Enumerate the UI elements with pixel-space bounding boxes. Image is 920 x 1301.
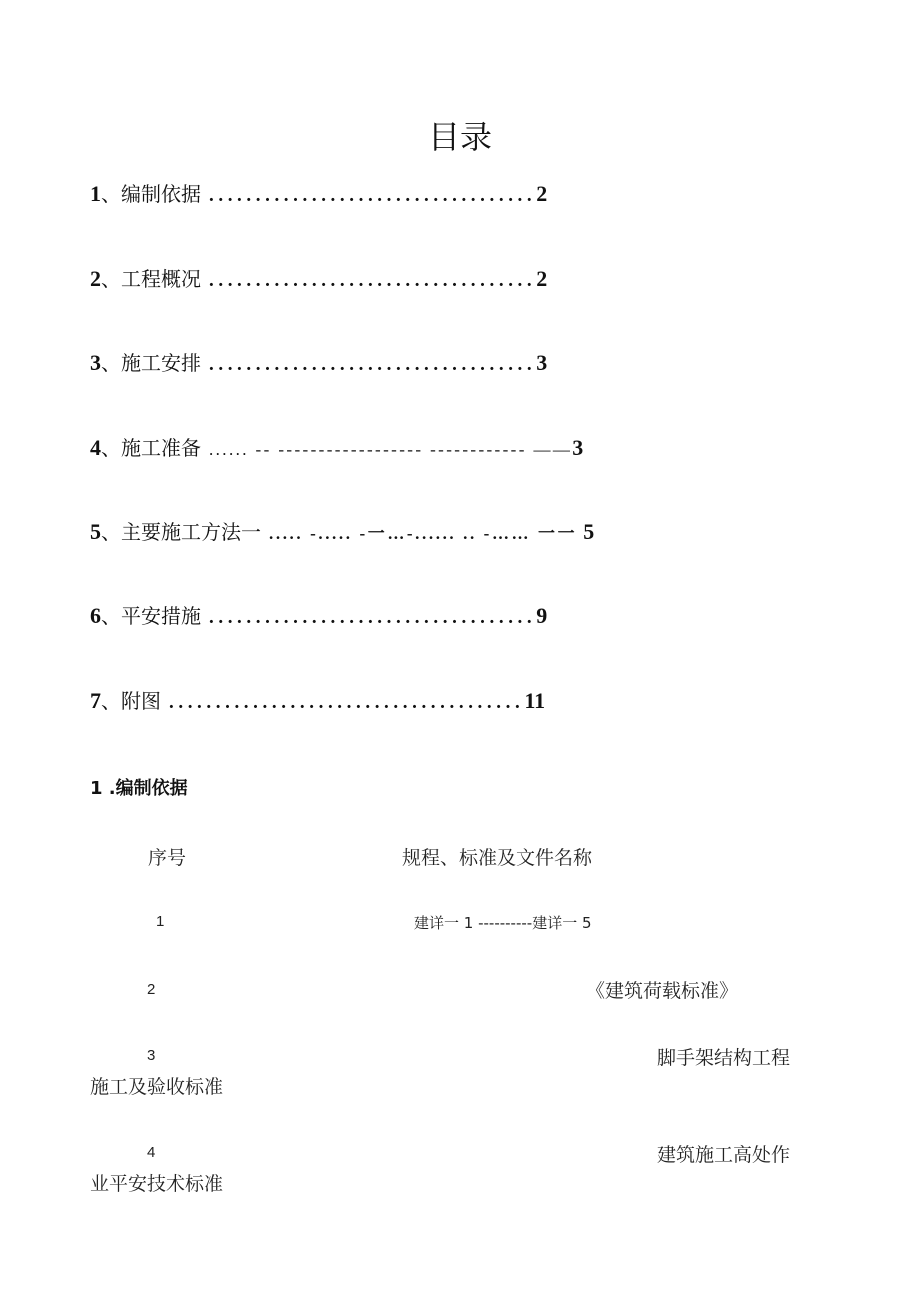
toc-number: 1 — [90, 181, 101, 206]
toc-entry-4[interactable] — [90, 432, 770, 462]
toc-leader: ...... -- ------------------ ------------ —— — [209, 440, 573, 459]
toc-separator: 、 — [101, 689, 121, 713]
row-4-name-line1: 建筑施工高处作 — [657, 1144, 791, 1166]
toc-title: 平安措施 — [121, 604, 201, 628]
toc-page-number: 3 — [572, 435, 584, 460]
toc-separator: 、 — [101, 351, 121, 375]
row-4-number: 4 — [147, 1144, 156, 1161]
toc-title: 施工安排 — [121, 351, 201, 375]
toc-number: 4 — [90, 435, 101, 460]
toc-entry-7[interactable] — [90, 685, 760, 715]
toc-number: 3 — [90, 350, 101, 375]
toc-leader: ................................... — [209, 354, 537, 375]
toc-title: 附图 — [121, 689, 161, 713]
toc-page-number: 2 — [536, 266, 548, 291]
row-2-name: 《建筑荷载标准》 — [586, 980, 739, 1002]
toc-number: 7 — [90, 688, 101, 713]
page-title: 目录 — [427, 118, 492, 156]
row-4-name-line2: 业平安技术标准 — [90, 1173, 224, 1195]
toc-page-number: 5 — [583, 519, 595, 544]
toc-page-number: 2 — [536, 181, 548, 206]
toc-title: 编制依据 — [121, 182, 201, 206]
column-header-number: 序号 — [148, 847, 187, 869]
toc-number: 2 — [90, 266, 101, 291]
toc-title: 施工准备 — [121, 436, 201, 460]
toc-entry-3[interactable] — [90, 347, 750, 377]
toc-page-number: 9 — [536, 603, 548, 628]
toc-separator: 、 — [101, 436, 121, 460]
toc-leader: ...................................... — [169, 692, 525, 713]
toc-leader: ..... -..... -一…-...... .. -…… 一一 — [269, 524, 578, 543]
toc-page-number: 3 — [536, 350, 548, 375]
row-3-name-line2: 施工及验收标准 — [90, 1076, 224, 1098]
toc-title: 工程概况 — [121, 267, 201, 291]
toc-separator: 、 — [101, 267, 121, 291]
toc-entry-5[interactable] — [90, 516, 750, 546]
toc-number: 5 — [90, 519, 101, 544]
toc-leader: ................................... — [209, 185, 537, 206]
toc-separator: 、 — [101, 604, 121, 628]
toc-separator: 、 — [101, 182, 121, 206]
toc-separator: 、 — [101, 520, 121, 544]
section-heading: 1 .编制依据 — [90, 778, 188, 799]
row-2-number: 2 — [147, 981, 156, 998]
row-3-name-line1: 脚手架结构工程 — [657, 1047, 791, 1069]
toc-entry-6[interactable] — [90, 600, 750, 630]
toc-title: 主要施工方法一 — [121, 520, 261, 544]
toc-entry-2[interactable] — [90, 263, 750, 293]
toc-entry-1[interactable] — [90, 178, 750, 208]
row-1-name: 建详一 1 ----------建详一 5 — [414, 914, 592, 932]
row-1-number: 1 — [156, 913, 165, 930]
column-header-name: 规程、标准及文件名称 — [402, 847, 593, 869]
toc-page-number: 11 — [524, 688, 546, 713]
row-3-number: 3 — [147, 1047, 156, 1064]
toc-leader: ................................... — [209, 270, 537, 291]
toc-leader: ................................... — [209, 607, 537, 628]
toc-number: 6 — [90, 603, 101, 628]
